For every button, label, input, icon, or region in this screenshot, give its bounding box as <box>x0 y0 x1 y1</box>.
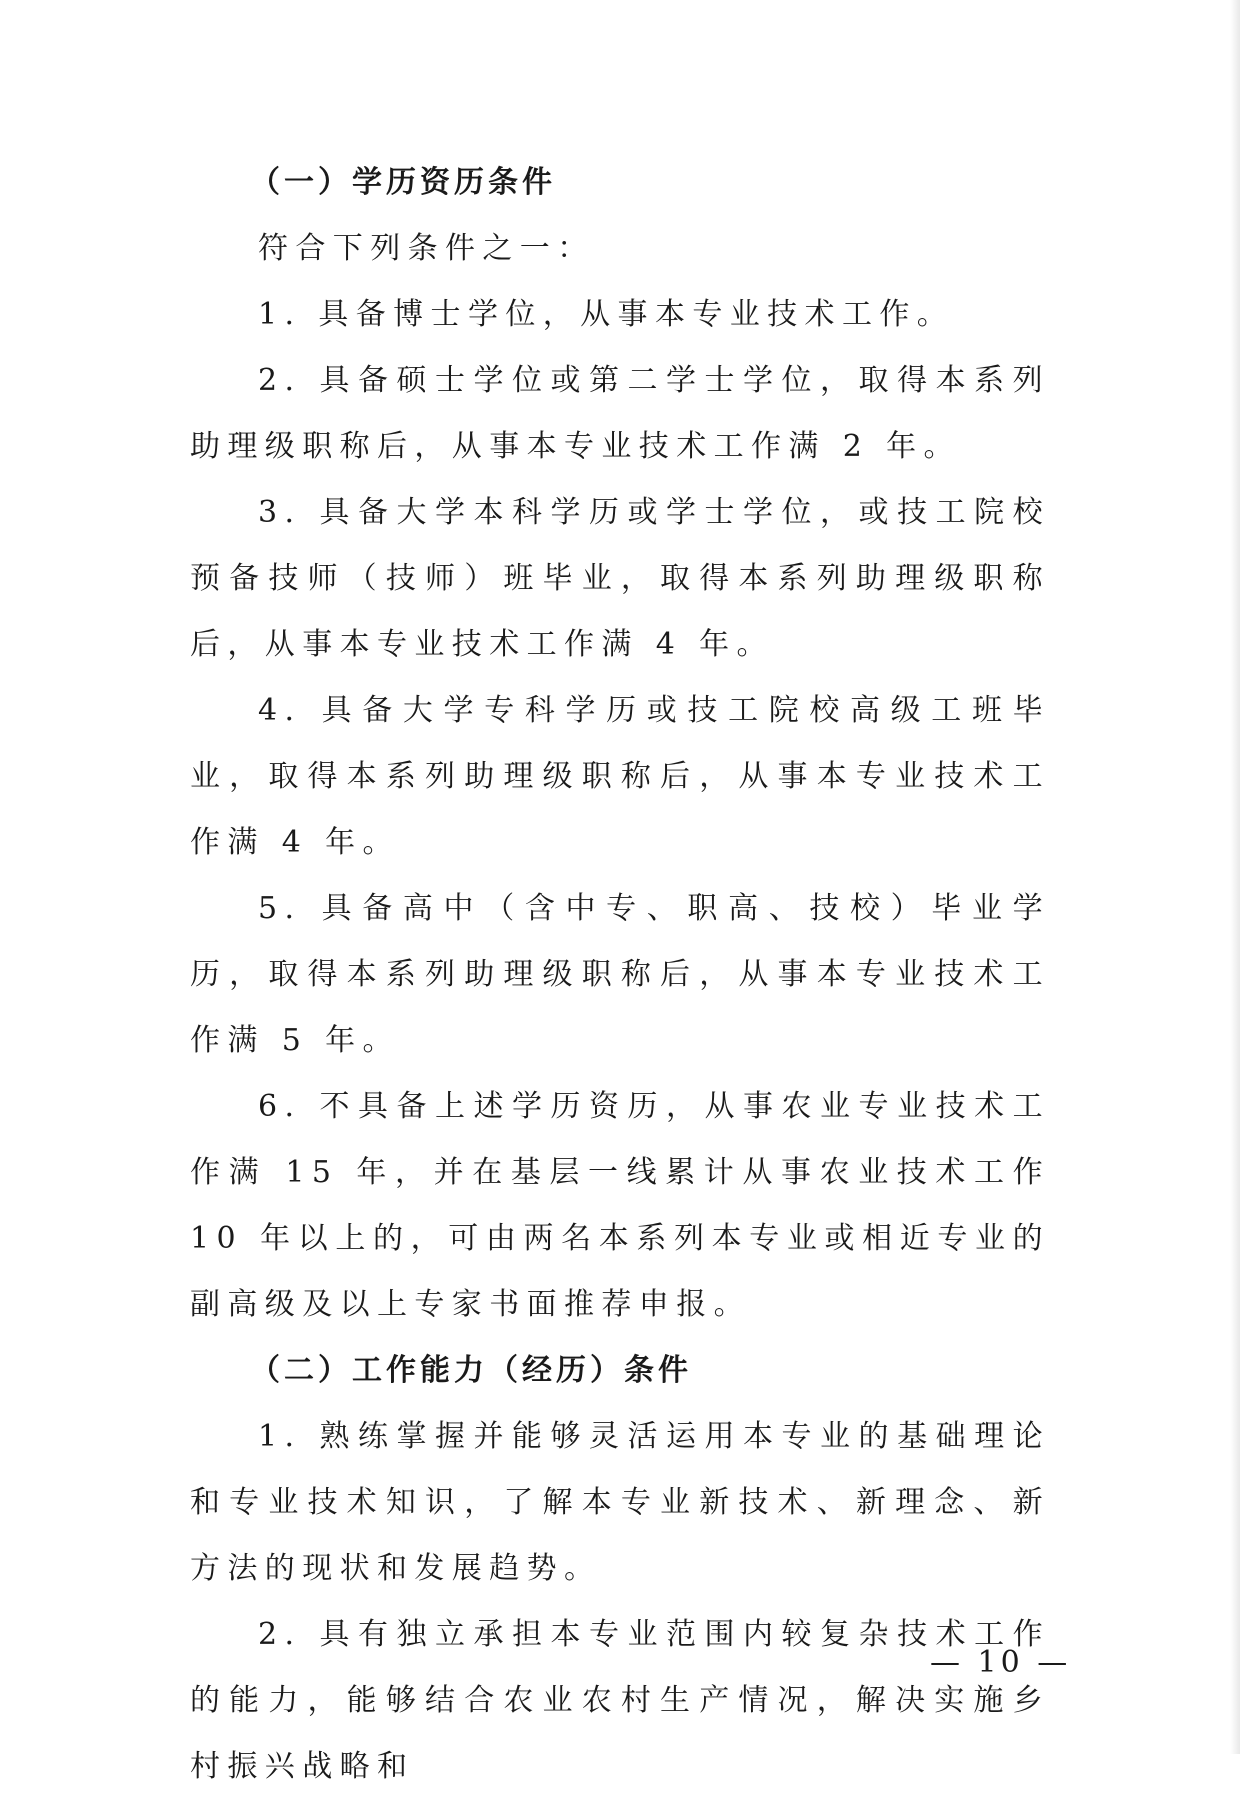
section-heading-1: （一）学历资历条件 <box>250 165 556 200</box>
section-2-item-2: 2. 具有独立承担本专业范围内较复杂技术工作的能力，能够结合农业农村生产情况，解决实施乡村振兴战略和 <box>190 1617 1050 1784</box>
section-1-item-4: 4. 具备大学专科学历或技工院校高级工班毕业，取得本系列助理级职称后，从事本专业技术工作满 4 年。 <box>190 693 1050 860</box>
section-1-item-1: 1. 具备博士学位，从事本专业技术工作。 <box>258 297 955 332</box>
page-number: — 10 — <box>930 1645 1072 1680</box>
section-1-item-6: 6. 不具备上述学历资历，从事农业专业技术工作满 15 年，并在基层一线累计从事农业技术工作 10 年以上的，可由两名本系列本专业或相近专业的副高级及以上专家书面推荐申报。 <box>190 1089 1050 1322</box>
page-edge-shadow <box>1230 0 1240 1754</box>
section-1-item-2: 2. 具备硕士学位或第二学士学位，取得本系列助理级职称后，从事本专业技术工作满 2 年。 <box>190 363 1050 464</box>
section-1-intro: 符合下列条件之一： <box>258 231 595 266</box>
section-1-item-5: 5. 具备高中（含中专、职高、技校）毕业学历，取得本系列助理级职称后，从事本专业技术工作满 5 年。 <box>190 891 1050 1058</box>
section-1-item-3: 3. 具备大学本科学历或学士学位，或技工院校预备技师（技师）班毕业，取得本系列助理级职称后，从事本专业技术工作满 4 年。 <box>190 495 1050 662</box>
section-heading-2: （二）工作能力（经历）条件 <box>250 1353 692 1388</box>
section-2-item-1: 1. 熟练掌握并能够灵活运用本专业的基础理论和专业技术知识，了解本专业新技术、新理念、新方法的现状和发展趋势。 <box>190 1419 1050 1586</box>
document-body <box>190 150 1050 1800</box>
